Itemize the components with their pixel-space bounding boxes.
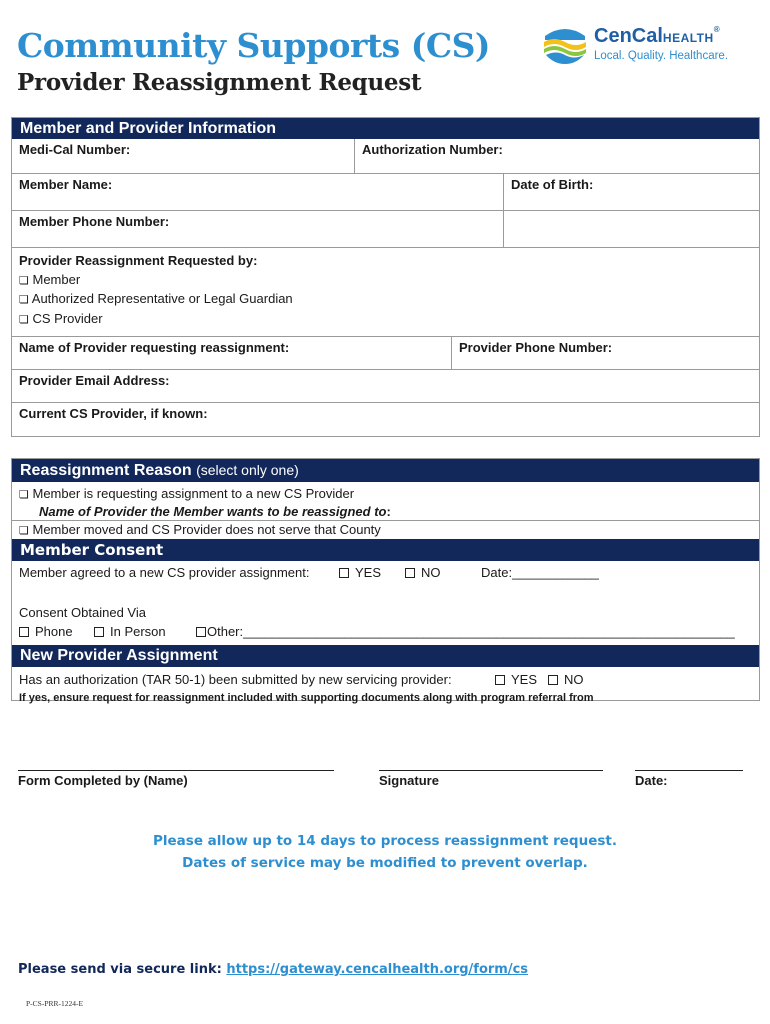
requested-by-label: Provider Reassignment Requested by:: [19, 253, 258, 268]
reason-heading-text: Reassignment Reason: [20, 462, 192, 479]
provider-email-field[interactable]: [12, 370, 759, 402]
cencal-logo: [542, 20, 742, 70]
dob-label: Date of Birth:: [511, 177, 594, 192]
member-name-row: [12, 173, 759, 210]
phone-row: [12, 210, 759, 247]
dob-field[interactable]: [503, 174, 759, 210]
medi-cal-field[interactable]: [12, 139, 354, 173]
consent-heading: Member Consent: [12, 539, 759, 561]
current-provider-row: [12, 402, 759, 436]
reason-provider-name-label: Name of Provider the Member wants to be reassigned to: [39, 504, 387, 519]
new-provider-no-label: NO: [564, 672, 584, 687]
name-signature-line[interactable]: [18, 770, 334, 771]
consent-other-field[interactable]: [189, 623, 735, 642]
secure-link[interactable]: https://gateway.cencalhealth.org/form/cs: [226, 962, 529, 977]
provider-name-field[interactable]: [12, 337, 451, 369]
new-provider-question: Has an authorization (TAR 50-1) been submitted by new servicing provider:: [19, 672, 452, 687]
member-name-label: Member Name:: [19, 177, 113, 192]
requested-by-member-checkbox[interactable]: ❏ Member: [19, 271, 81, 287]
signature-label: Signature: [379, 773, 439, 788]
requested-by-row: [12, 247, 759, 336]
member-phone-field[interactable]: [12, 211, 503, 247]
logo-name-main: CenCal: [594, 25, 663, 47]
send-instructions: [18, 962, 528, 977]
consent-no-label: NO: [421, 565, 441, 580]
requested-by-representative-label: Authorized Representative or Legal Guardian: [31, 291, 293, 306]
provider-phone-field[interactable]: [451, 337, 759, 369]
logo-tagline: Local. Quality. Healthcare.: [594, 50, 729, 62]
reason-heading-note: (select only one): [196, 462, 299, 478]
consent-yes-label: YES: [355, 565, 382, 580]
consent-phone-label: Phone: [35, 624, 73, 639]
reason-new-provider-label: Member is requesting assignment to a new CS Provider: [32, 486, 355, 501]
new-provider-yes-checkbox[interactable]: [488, 671, 537, 690]
phone-row-blank-cell: [503, 211, 759, 247]
reason-moved-checkbox[interactable]: ❏ Member moved and CS Provider does not serve that County: [12, 520, 759, 539]
new-provider-body: [12, 667, 759, 707]
page-subtitle: Provider Reassignment Request: [17, 69, 422, 96]
page-title: Community Supports (CS): [17, 26, 491, 65]
new-provider-heading: New Provider Assignment: [12, 645, 759, 667]
logo-registered: ®: [713, 25, 720, 34]
consent-yes-checkbox[interactable]: [332, 564, 381, 583]
authorization-label: Authorization Number:: [362, 142, 503, 157]
current-provider-field[interactable]: [12, 403, 759, 436]
notice-line-1: Please allow up to 14 days to process reassignment request.: [153, 833, 617, 849]
logo-name-health: HEALTH: [662, 31, 714, 45]
requested-by-member-label: Member: [32, 271, 81, 287]
provider-name-label: Name of Provider requesting reassignment:: [19, 340, 290, 355]
reassignment-section: [11, 458, 760, 704]
consent-obtained-via-label: Consent Obtained Via: [19, 605, 146, 620]
member-provider-section: [11, 117, 760, 437]
date-signature-line[interactable]: [635, 770, 743, 771]
requested-by-cs-provider-label: CS Provider: [32, 310, 103, 326]
consent-other-label: Other:____________________________________________________________________: [207, 624, 735, 639]
requested-by-cs-provider-checkbox[interactable]: ❏ CS Provider: [19, 310, 103, 326]
consent-body: [12, 561, 759, 645]
member-name-field[interactable]: [12, 174, 503, 210]
date-label: Date:: [635, 773, 668, 788]
reason-heading: [12, 459, 759, 482]
medi-cal-label: Medi-Cal Number:: [19, 142, 131, 157]
current-provider-label: Current CS Provider, if known:: [19, 406, 208, 421]
new-provider-no-checkbox[interactable]: [541, 671, 584, 690]
send-label: Please send via secure link:: [18, 962, 222, 977]
consent-question: Member agreed to a new CS provider assignment:: [19, 565, 310, 580]
provider-email-label: Provider Email Address:: [19, 373, 170, 388]
authorization-field[interactable]: [354, 139, 759, 173]
signature-line[interactable]: [379, 770, 603, 771]
consent-no-checkbox[interactable]: [398, 564, 441, 583]
member-provider-heading: Member and Provider Information: [12, 118, 759, 139]
notice-line-2: Dates of service may be modified to prevent overlap.: [182, 855, 588, 871]
new-provider-note: If yes, ensure request for reassignment included with supporting documents along with program referral from: [19, 692, 594, 704]
reason-provider-name-colon: :: [386, 504, 391, 519]
member-phone-label: Member Phone Number:: [19, 214, 170, 229]
form-completed-by-label: Form Completed by (Name): [18, 773, 188, 788]
reason-provider-name-field[interactable]: [12, 503, 759, 520]
reason-new-provider-checkbox[interactable]: ❏ Member is requesting assignment to a new CS Provider: [19, 486, 355, 501]
form-code: P-CS-PRR-1224-E: [26, 999, 84, 1008]
requested-by-representative-checkbox[interactable]: ❏ Authorized Representative or Legal Guardian: [19, 291, 293, 306]
cencal-logo-mark-icon: [542, 20, 588, 66]
reason-moved-label: Member moved and CS Provider does not serve that County: [32, 522, 381, 537]
provider-name-row: [12, 336, 759, 369]
consent-date-field[interactable]: Date:____________: [481, 565, 599, 580]
medi-cal-row: [12, 139, 759, 173]
consent-in-person-checkbox[interactable]: [87, 623, 166, 642]
new-provider-yes-label: YES: [511, 672, 538, 687]
provider-email-row: [12, 369, 759, 402]
consent-in-person-label: In Person: [110, 624, 166, 639]
consent-phone-checkbox[interactable]: [12, 623, 73, 642]
provider-phone-label: Provider Phone Number:: [459, 340, 613, 355]
